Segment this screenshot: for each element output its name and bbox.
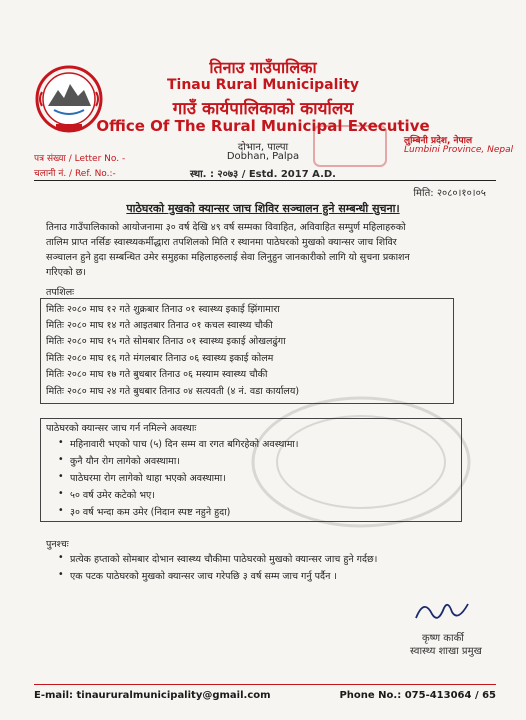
intro-line: तालिम प्राप्त नर्सिङ स्वास्थ्यकर्मीद्धारा तपशिलको मिति र स्थानमा पाठेघरको मुखको क्यान्सर जाच शिविर [46,237,397,248]
exclusion-item: • पाठेघरमा रोग लागेको थाहा भएको अवस्थामा। [70,471,226,484]
exclusion-item: • महिनावारी भएको पाच (५) दिन सम्म वा रगत बगिरहेको अवस्थामा। [70,437,298,450]
address-en: Dobhan, Palpa [226,151,300,162]
exclusion-item: • ५० वर्ष उमेर कटेको भए। [70,488,155,501]
schedule-item: मितिः २०८० माघ १६ गते मंगलबार तिनाउ ०६ स्वास्थ्य इकाई कोलम [46,353,274,364]
signatory-title: स्वास्थ्य शाखा प्रमुख [410,646,482,657]
intro-line: तिनाउ गाउँपालिकाको आयोजनामा ३० वर्ष देखि ४९ वर्ष सम्मका विवाहित, अविवाहित सम्पुर्ण महिलाहरुको [46,222,406,233]
intro-line: सञ्चालन हुने हुदा सम्बन्धित उमेर समुहका महिलाहरुलाई सेवा लिनुहुन जानकारीको लागि यो सुचना प्रकाशन [46,252,410,263]
footer-email: E-mail: tinaururalmunicipality@gmail.com [34,690,271,701]
signature-scribble [412,596,472,626]
schedule-item: मितिः २०८० माघ १७ गते बुधबार तिनाउ ०६ मस्याम स्वास्थ्य चौकी [46,369,268,380]
exclusion-item: • कुनै यौन रोग लागेको अवस्थामा। [70,454,180,467]
established: स्था. : २०७३ / Estd. 2017 A.D. [190,169,336,180]
watermark-seal [246,392,476,532]
exclusion-heading: पाठेघरको क्यान्सर जाच गर्न नमिल्ने अवस्थाः [46,423,197,434]
note-heading: पुनश्चः [46,539,69,550]
office-name-en: Office Of The Rural Municipal Executive [96,117,430,135]
schedule-item: मितिः २०८० माघ १५ गते सोमबार तिनाउ ०१ स्वास्थ्य इकाई ओखलढुंगा [46,336,286,347]
schedule-item: मितिः २०८० माघ १४ गते आइतबार तिनाउ ०१ कचल स्वास्थ्य चौकी [46,320,273,331]
schedule-item: मितिः २०८० माघ २४ गते बुधबार तिनाउ ०४ सत्यवती (४ नं. वडा कार्यालय) [46,386,300,397]
subject: पाठेघरको मुखको क्यान्सर जाच शिविर सञ्चालन हुने सम्बन्धी सुचना। [126,202,400,215]
signatory-name: कृष्ण कार्की [422,633,464,644]
office-name-np: गाउँ कार्यपालिकाको कार्यालय [172,99,354,119]
schedule-heading: तपशिलः [46,287,75,298]
note-item: • प्रत्येक हप्ताको सोमबार दोभान स्वास्थ्य चौकीमा पाठेघरको मुखको क्यान्सर जाच हुने गर्दछ। [70,552,377,565]
address-np: दोभान, पाल्पा [237,142,289,153]
letter-no: पत्र संख्या / Letter No. - [34,154,126,164]
office-stamp [312,124,388,168]
schedule-item: मितिः २०८० माघ १२ गते शुक्रबार तिनाउ ०१ स्वास्थ्य इकाई झिंगामारा [46,304,280,315]
ref-no: चलानी नं. / Ref. No.:- [34,169,116,179]
footer-rule [34,684,496,685]
footer-phone: Phone No.: 075-413064 / 65 [339,690,496,701]
municipality-name-np: तिनाउ गाउँपालिका [209,58,317,77]
province-en: Lumbini Province, Nepal [404,145,514,155]
municipality-name-en: Tinau Rural Municipality [166,77,360,93]
header-rule [34,180,496,181]
date: मिति: २०८०।१०।०५ [413,188,486,199]
intro-line: गरिएको छ। [46,267,86,278]
province-np: लुम्बिनी प्रदेश, नेपाल [404,136,473,146]
note-item: • एक पटक पाठेघरको मुखको क्यान्सर जाच गरेपछि ३ वर्ष सम्म जाच गर्नु पर्दैन । [70,569,337,582]
intro-paragraph [46,220,486,280]
exclusion-item: • ३० वर्ष भन्दा कम उमेर (निदान स्पष्ट नहुने हुदा) [70,505,230,518]
